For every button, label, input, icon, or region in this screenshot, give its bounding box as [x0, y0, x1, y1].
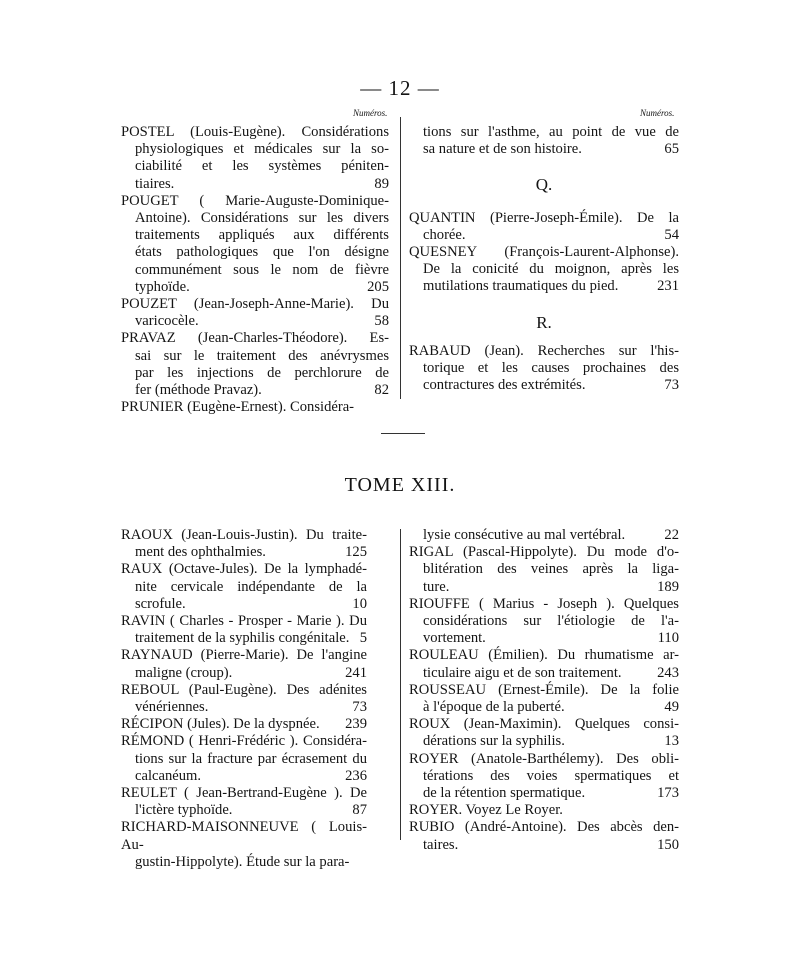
- entry-line: considérations sur l'étiologie de l'a-: [423, 613, 679, 630]
- entry-line: térations des voies spermatiques et: [423, 767, 679, 784]
- entry-number: 22: [664, 527, 679, 543]
- entry-line: POUGET ( Marie-Auguste-Dominique-: [121, 192, 389, 209]
- index-entry: [121, 682, 367, 716]
- entry-line: REBOUL (Paul-Eugène). Des adénites: [121, 681, 367, 698]
- index-entry: [409, 802, 679, 819]
- bottom-right-column: [409, 527, 679, 854]
- index-entry: [121, 561, 367, 613]
- entry-line: Antoine). Considérations sur les divers: [135, 210, 389, 227]
- entry-line: RAVIN ( Charles - Prosper - Marie ). Du: [121, 613, 367, 630]
- entry-line: traitement de la syphilis congénitale.: [135, 630, 350, 647]
- index-entry: [409, 527, 679, 544]
- entry-line: QUANTIN (Pierre-Joseph-Émile). De la: [409, 209, 679, 226]
- entry-number: 89: [374, 175, 389, 192]
- column-divider-bottom: [400, 529, 401, 840]
- entry-number: 58: [374, 313, 389, 330]
- index-entry: [409, 647, 679, 681]
- entry-line: De la conicité du moignon, après les: [423, 261, 679, 278]
- index-entry: [409, 819, 679, 853]
- index-entry: [121, 716, 367, 733]
- index-entry: [121, 330, 389, 399]
- entry-line: tiaires.: [135, 175, 175, 192]
- entry-line: tions sur la fracture par écrasement du: [135, 750, 367, 767]
- entry-line: PRAVAZ (Jean-Charles-Théodore). Es-: [121, 330, 389, 347]
- column-divider-top: [400, 117, 401, 399]
- entry-line: ROYER (Anatole-Barthélemy). Des obli-: [409, 750, 679, 767]
- entry-line: typhoïde.: [135, 278, 190, 295]
- entry-number: 49: [664, 699, 679, 716]
- entry-line: ciabilité et les systèmes péniten-: [135, 158, 389, 175]
- index-entry: [409, 682, 679, 716]
- entry-line: RIGAL (Pascal-Hippolyte). Du mode d'o-: [409, 544, 679, 561]
- entry-line: ment des ophthalmies.: [135, 544, 266, 561]
- numbers-header-right: Numéros.: [640, 108, 675, 118]
- index-entry: [409, 244, 679, 296]
- index-entry: [121, 733, 367, 785]
- entry-line: calcanéum.: [135, 767, 202, 784]
- entry-line: mutilations traumatiques du pied.: [423, 278, 619, 295]
- index-entry: [409, 124, 679, 158]
- index-entry: [121, 613, 367, 647]
- entry-line: gustin-Hippolyte). Étude sur la para-: [135, 853, 350, 870]
- index-entry: [121, 193, 389, 296]
- entry-line: traitements appliqués aux différents: [135, 227, 389, 244]
- entry-number: 125: [345, 544, 367, 561]
- entry-line: RICHARD-MAISONNEUVE ( Louis-Au-: [121, 819, 367, 853]
- entry-number: 231: [657, 278, 679, 295]
- entry-number: 189: [657, 578, 679, 595]
- entry-line: blitération des veines après la liga-: [423, 561, 679, 578]
- entry-line: scrofule.: [135, 595, 186, 612]
- entry-number: 10: [352, 595, 367, 612]
- entry-line: nite cervicale indépendante de la: [135, 578, 367, 595]
- index-entry: [409, 596, 679, 648]
- entry-line: ROULEAU (Émilien). Du rhumatisme ar-: [409, 647, 679, 664]
- entry-number: 54: [664, 226, 679, 243]
- entry-number: 241: [345, 664, 367, 681]
- entry-line: ROYER. Voyez Le Royer.: [409, 802, 563, 819]
- entry-line: l'ictère typhoïde.: [135, 802, 233, 819]
- entry-line: ROUX (Jean-Maximin). Quelques consi-: [409, 716, 679, 733]
- entry-line: communément sous le nom de fièvre: [135, 261, 389, 278]
- entry-line: états pathologiques que l'on désigne: [135, 244, 389, 261]
- tome-title: TOME XIII.: [344, 474, 456, 496]
- index-entry: [121, 785, 367, 819]
- entry-line: ticulaire aigu et de son traitement.: [423, 664, 622, 681]
- entry-line: varicocèle.: [135, 313, 199, 330]
- entry-number: 13: [664, 733, 679, 750]
- separator-rule: [381, 433, 425, 434]
- entry-line: REULET ( Jean-Bertrand-Eugène ). De: [121, 785, 367, 802]
- index-entry: [121, 296, 389, 330]
- section-letter-q: Q.: [535, 175, 553, 195]
- entry-number: 73: [664, 377, 679, 394]
- index-entry: [409, 343, 679, 395]
- bottom-left-column: [121, 527, 367, 871]
- entry-line: POUZET (Jean-Joseph-Anne-Marie). Du: [121, 296, 389, 313]
- entry-line: ROUSSEAU (Ernest-Émile). De la folie: [409, 681, 679, 698]
- index-entry: [121, 819, 367, 871]
- entry-number: 173: [657, 785, 679, 802]
- entry-line: sa nature et de son histoire.: [423, 141, 582, 158]
- entry-number: 73: [352, 699, 367, 716]
- entry-line: RAOUX (Jean-Louis-Justin). Du traite-: [121, 527, 367, 543]
- entry-line: fer (méthode Pravaz).: [135, 382, 262, 399]
- entry-line: POSTEL (Louis-Eugène). Considérations: [121, 124, 389, 140]
- entry-number: 110: [657, 630, 679, 647]
- index-entry: [409, 210, 679, 244]
- entry-line: par les injections de perchlorure de: [135, 364, 389, 381]
- entry-number: 239: [345, 716, 367, 733]
- entry-number: 236: [345, 767, 367, 784]
- entry-line: RAUX (Octave-Jules). De la lymphadé-: [121, 561, 367, 578]
- entry-line: physiologiques et médicales sur la so-: [135, 141, 389, 158]
- entry-line: RÉCIPON (Jules). De la dyspnée.: [121, 716, 320, 733]
- entry-line: RIOUFFE ( Marius - Joseph ). Quelques: [409, 595, 679, 612]
- index-entry: [409, 716, 679, 750]
- top-left-column: [121, 124, 389, 416]
- entry-line: de la rétention spermatique.: [423, 785, 586, 802]
- entry-line: maligne (croup).: [135, 664, 233, 681]
- entry-number: 205: [367, 278, 389, 295]
- section-letter-r: R.: [536, 312, 552, 332]
- entry-number: 243: [657, 664, 679, 681]
- index-entry: [121, 124, 389, 193]
- entry-line: vortement.: [423, 630, 486, 647]
- entry-number: 150: [657, 836, 679, 853]
- index-entry: [409, 544, 679, 596]
- page-number: — 12 —: [360, 76, 440, 100]
- entry-number: 87: [352, 802, 367, 819]
- entry-line: torique et les causes prochaines des: [423, 360, 679, 377]
- entry-line: ture.: [423, 578, 450, 595]
- entry-line: à l'époque de la puberté.: [423, 699, 565, 716]
- entry-line: sai sur le traitement des anévrysmes: [135, 347, 389, 364]
- entry-line: chorée.: [423, 226, 466, 243]
- top-right-column: [409, 124, 679, 394]
- entry-line: RAYNAUD (Pierre-Marie). De l'angine: [121, 647, 367, 664]
- entry-line: QUESNEY (François-Laurent-Alphonse).: [409, 244, 679, 261]
- numbers-header-left: Numéros.: [353, 108, 388, 118]
- entry-number: 5: [359, 630, 367, 647]
- entry-line: RÉMOND ( Henri-Frédéric ). Considéra-: [121, 733, 367, 750]
- entry-line: lysie consécutive au mal vertébral.: [423, 527, 626, 543]
- entry-line: PRUNIER (Eugène-Ernest). Considéra-: [121, 399, 355, 416]
- index-entry: [409, 751, 679, 803]
- entry-line: contractures des extrémités.: [423, 377, 586, 394]
- index-entry: [121, 399, 389, 416]
- entry-line: dérations sur la syphilis.: [423, 733, 565, 750]
- entry-line: vénériennes.: [135, 699, 209, 716]
- index-entry: [121, 527, 367, 561]
- entry-number: 65: [664, 141, 679, 158]
- entry-line: RABAUD (Jean). Recherches sur l'his-: [409, 342, 679, 359]
- entry-line: tions sur l'asthme, au point de vue de: [423, 124, 679, 140]
- entry-number: 82: [374, 382, 389, 399]
- entry-line: RUBIO (André-Antoine). Des abcès den-: [409, 819, 679, 836]
- entry-line: taires.: [423, 836, 459, 853]
- index-entry: [121, 647, 367, 681]
